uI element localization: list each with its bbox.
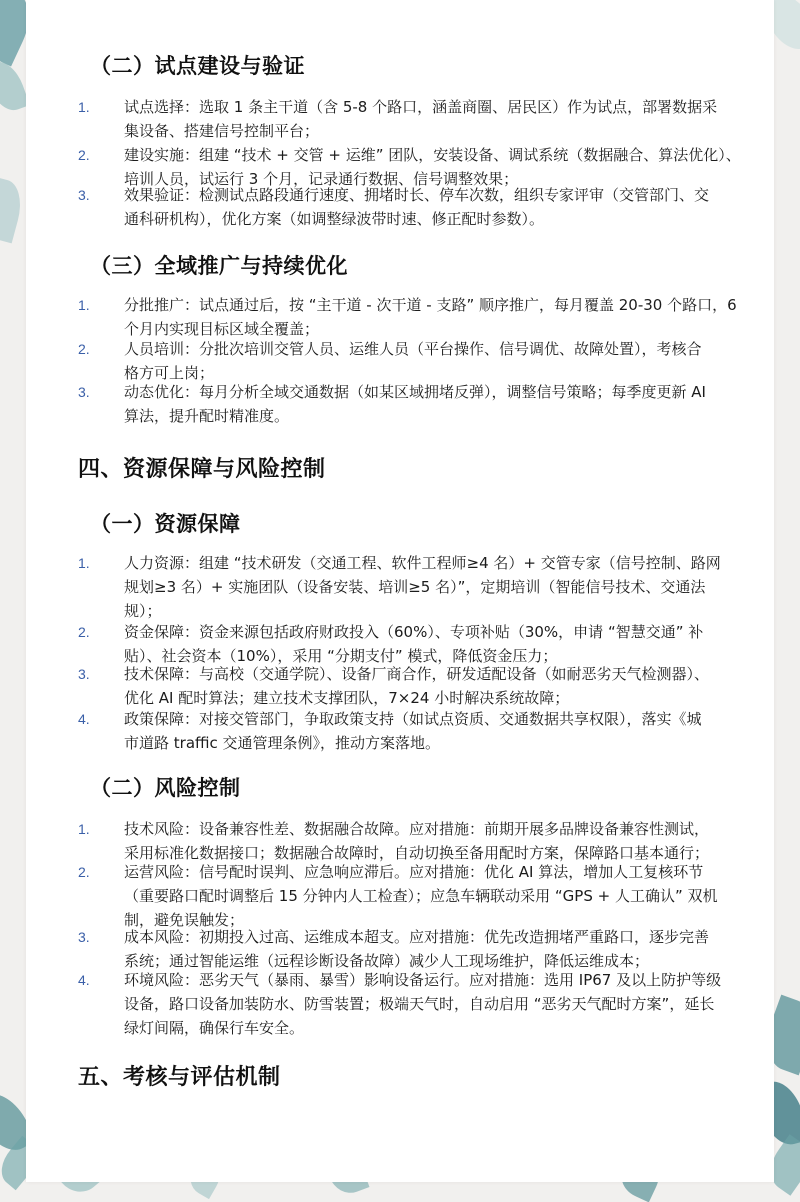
list-number: 3. — [78, 384, 90, 400]
list-number: 1. — [78, 99, 90, 115]
list-text: 环境风险：恶劣天气（暴雨、暴雪）影响设备运行。应对措施：选用 IP67 及以上防护等级 设备，路口设备加装防水、防雪装置；极端天气时，自动启用 “恶劣天气配时方案”，延长 绿灯间隔，确保行车安全。 — [124, 971, 722, 1037]
document-page — [26, 0, 774, 1182]
section-heading-pilot: （二）试点建设与验证 — [90, 54, 305, 78]
section-heading-risk: （二）风险控制 — [90, 776, 241, 800]
list-text: 技术风险：设备兼容性差、数据融合故障。应对措施：前期开展多品牌设备兼容性测试， 采用标准化数据接口；数据融合故障时，自动切换至备用配时方案，保障路口基本通行； — [124, 820, 710, 862]
watercolor-leaf-icon — [0, 177, 27, 244]
list-number: 1. — [78, 297, 90, 313]
list-text: 分批推广：试点通过后，按 “主干道 - 次干道 - 支路” 顺序推广，每月覆盖 20-30 个路口，6 个月内实现目标区域全覆盖； — [124, 296, 737, 338]
list-text: 技术保障：与高校（交通学院）、设备厂商合作，研发适配设备（如耐恶劣天气检测器）、 优化 AI 配时算法；建立技术支撑团队，7×24 小时解决系统故障； — [124, 665, 710, 707]
list-text: 运营风险：信号配时误判、应急响应滞后。应对措施：优化 AI 算法，增加人工复核环节 （重要路口配时调整后 15 分钟内人工检查）；应急车辆联动采用 “GPS + 人工确认” 双机 制，避免误触发； — [124, 863, 718, 929]
list-text: 成本风险：初期投入过高、运维成本超支。应对措施：优先改造拥堵严重路口，逐步完善 系统；通过智能运维（远程诊断设备故障）减少人工现场维护，降低运维成本； — [124, 928, 710, 970]
section-heading-rollout: （三）全域推广与持续优化 — [90, 254, 348, 278]
list-number: 3. — [78, 929, 90, 945]
list-text: 效果验证：检测试点路段通行速度、拥堵时长、停车次数，组织专家评审（交管部门、交 通科研机构），优化方案（如调整绿波带时速、修正配时参数）。 — [124, 186, 710, 228]
list-text: 政策保障：对接交管部门，争取政策支持（如试点资质、交通数据共享权限），落实《城 市道路 traffic 交通管理条例》，推动方案落地。 — [124, 710, 702, 752]
list-number: 2. — [78, 341, 90, 357]
list-number: 1. — [78, 821, 90, 837]
list-text: 人力资源：组建 “技术研发（交通工程、软件工程师≥4 名）+ 交管专家（信号控制、路网 规划≥3 名）+ 实施团队（设备安装、培训≥5 名）”，定期培训（智能信号技术、交通法 规）； — [124, 554, 721, 620]
list-number: 2. — [78, 864, 90, 880]
list-text: 建设实施：组建 “技术 + 交管 + 运维” 团队，安装设备、调试系统（数据融合、算法优化）、 培训人员，试运行 3 个月，记录通行数据、信号调整效果； — [124, 146, 741, 188]
list-number: 1. — [78, 555, 90, 571]
list-text: 动态优化：每月分析全域交通数据（如某区域拥堵反弹），调整信号策略；每季度更新 AI 算法，提升配时精准度。 — [124, 383, 706, 425]
chapter-heading-5: 五、考核与评估机制 — [78, 1065, 281, 1090]
list-number: 4. — [78, 711, 90, 727]
list-number: 2. — [78, 147, 90, 163]
list-number: 2. — [78, 624, 90, 640]
list-text: 资金保障：资金来源包括政府财政投入（60%）、专项补贴（30%，申请 “智慧交通” 补 贴）、社会资本（10%），采用 “分期支付” 模式，降低资金压力； — [124, 623, 704, 665]
list-number: 4. — [78, 972, 90, 988]
list-number: 3. — [78, 666, 90, 682]
list-number: 3. — [78, 187, 90, 203]
section-heading-resources: （一）资源保障 — [90, 512, 241, 536]
list-text: 人员培训：分批次培训交管人员、运维人员（平台操作、信号调优、故障处置），考核合 格方可上岗； — [124, 340, 702, 382]
chapter-heading-4: 四、资源保障与风险控制 — [78, 457, 326, 482]
list-text: 试点选择：选取 1 条主干道（含 5-8 个路口，涵盖商圈、居民区）作为试点，部署数据采 集设备、搭建信号控制平台； — [124, 98, 718, 140]
